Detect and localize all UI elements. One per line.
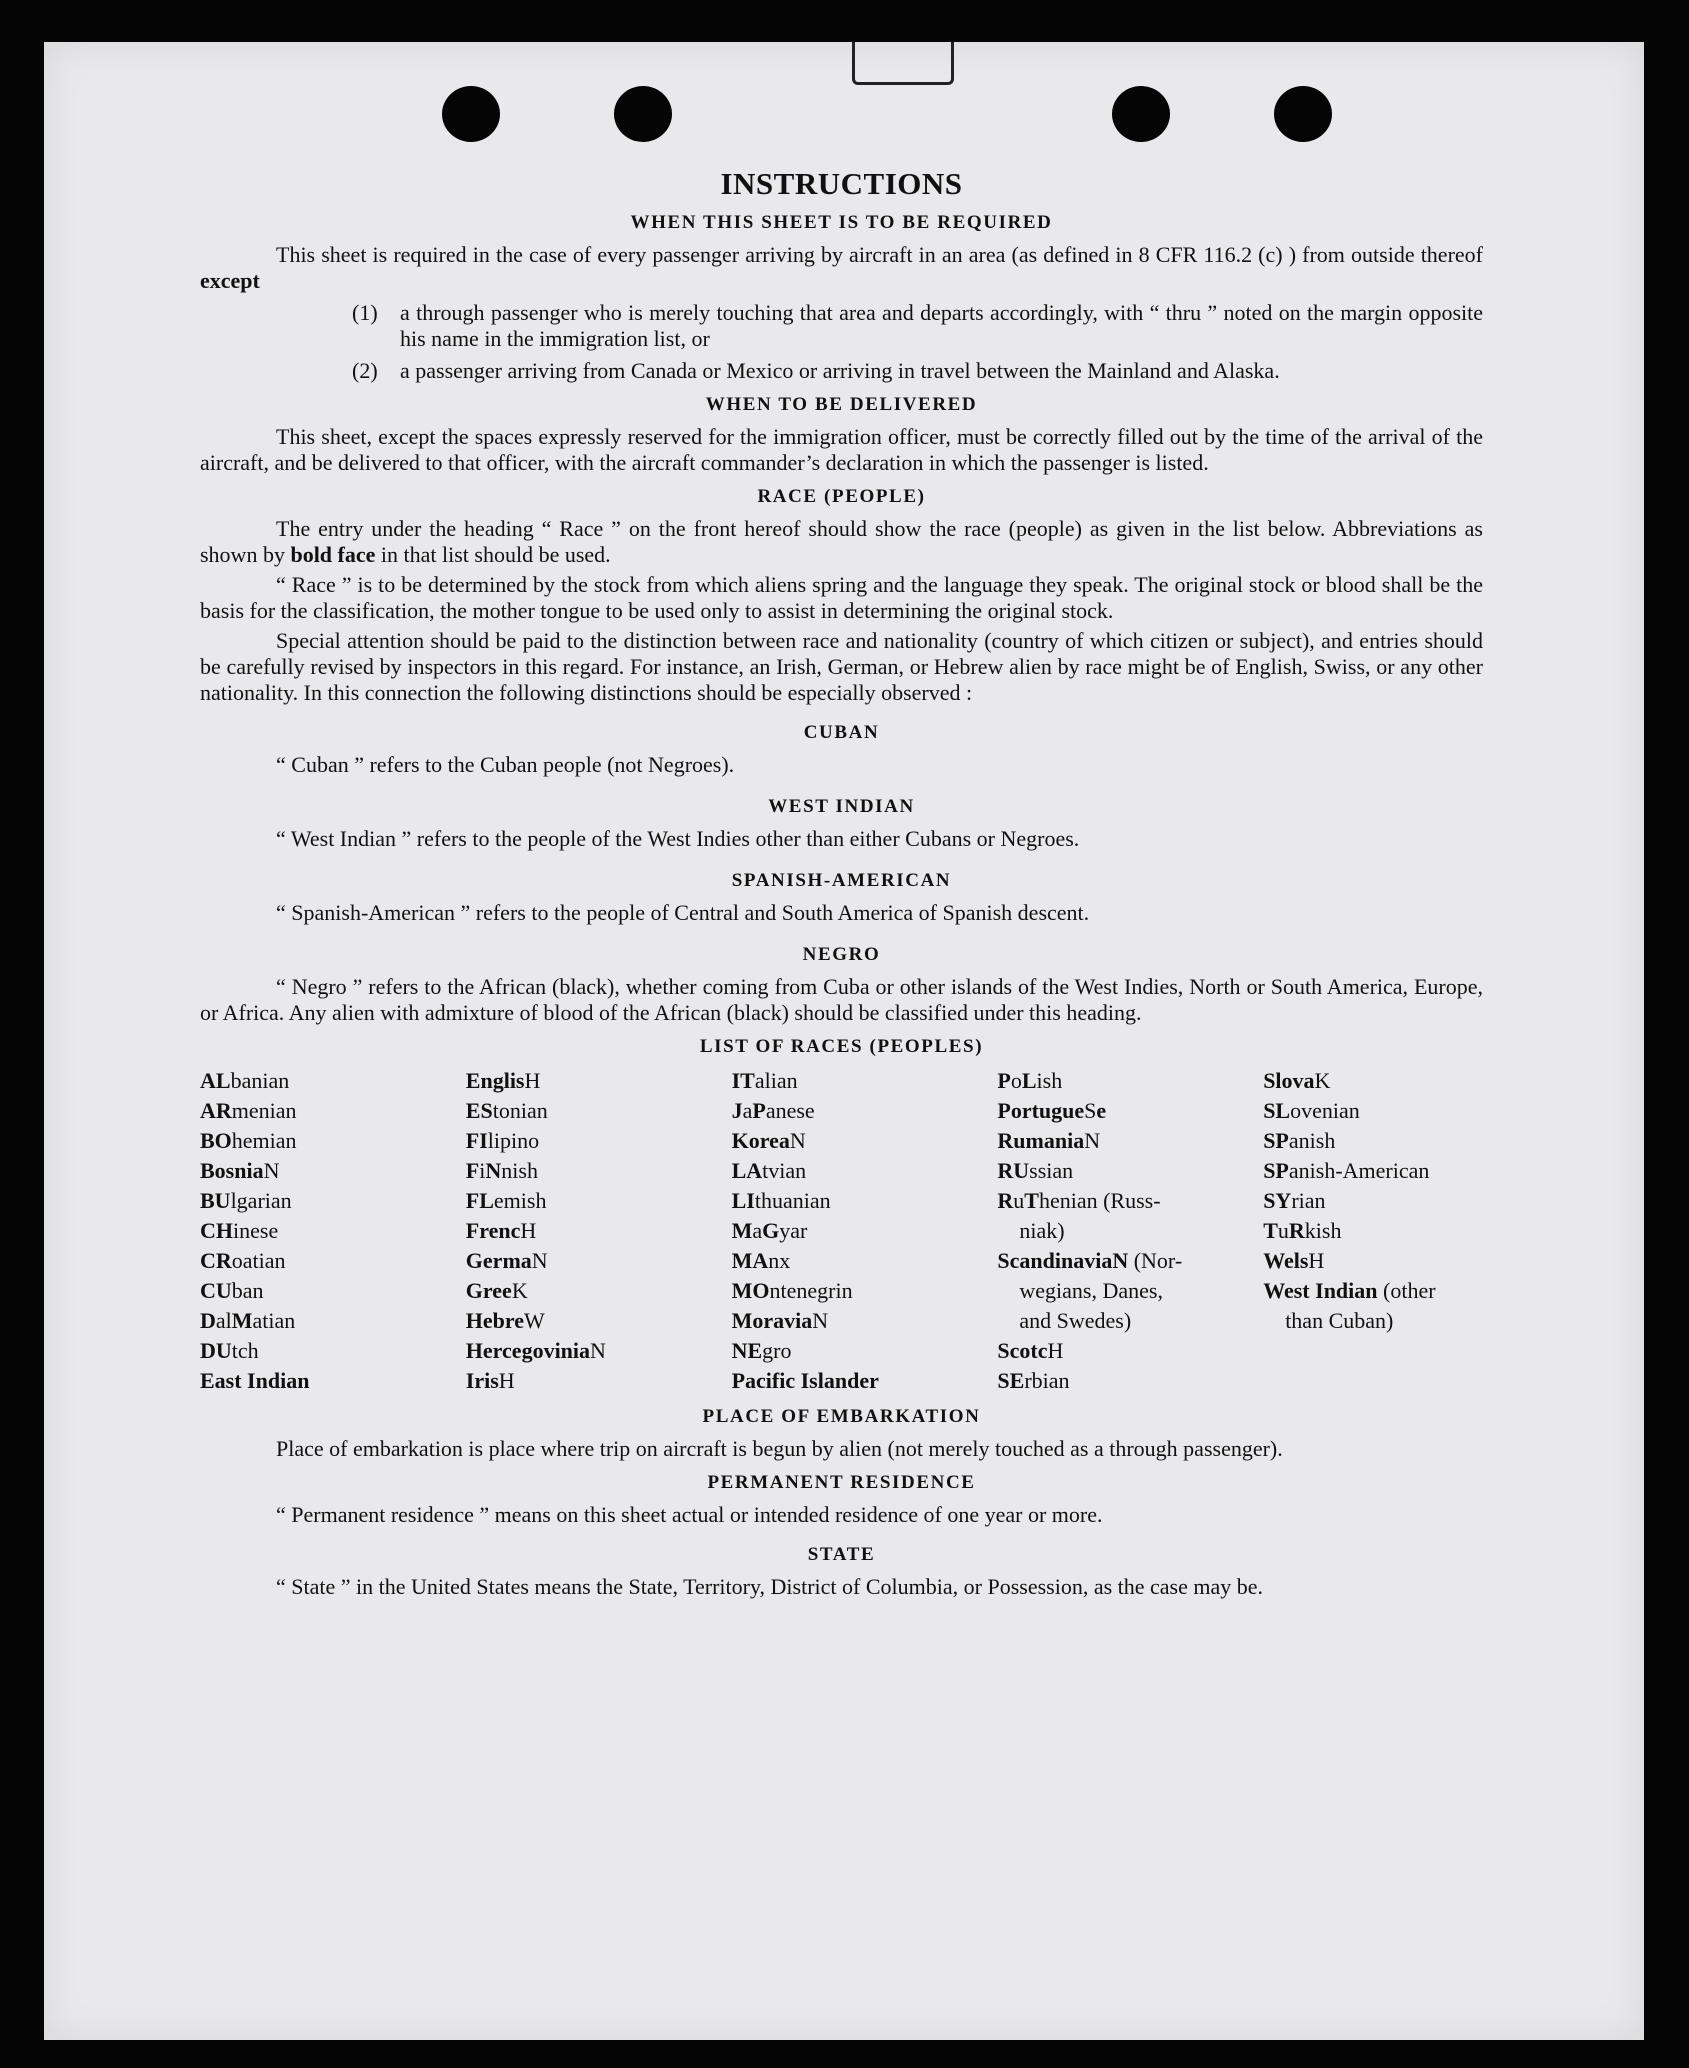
race-abbrev-bold: Germa	[465, 1248, 532, 1273]
race-abbrev-bold: LI	[731, 1188, 755, 1213]
race-abbrev-bold: Hercegovinia	[465, 1338, 591, 1363]
race-abbrev-bold: Wels	[1263, 1248, 1309, 1273]
race-bold-face: bold face	[290, 542, 376, 567]
race-entry	[200, 1366, 466, 1396]
race-name-text: hemian	[231, 1128, 297, 1153]
race-entry	[1263, 1276, 1483, 1306]
race-abbrev-bold: D	[200, 1308, 216, 1333]
race-abbrev-bold: G	[762, 1218, 780, 1243]
race-abbrev-bold: T	[1263, 1218, 1278, 1243]
race-name-text: tch	[231, 1338, 259, 1363]
race-entry	[997, 1336, 1263, 1366]
race-name-text: nx	[768, 1248, 791, 1273]
race-name-text: henian (Russ-	[1038, 1188, 1161, 1213]
race-abbrev-bold: SP	[1263, 1158, 1289, 1183]
negro-text: “ Negro ” refers to the African (black), whether coming from Cuba or other islands of the West Indies, North or South America, Europe, or Africa. Any alien with admixture of blood of the African (black) should be classified under this heading.	[200, 974, 1483, 1025]
race-name-text: o	[1010, 1068, 1022, 1093]
race-abbrev-bold: P	[752, 1098, 766, 1123]
race-entry	[1263, 1306, 1483, 1336]
race-entry	[732, 1246, 998, 1276]
race-name-text: W	[524, 1308, 545, 1333]
race-entry	[732, 1276, 998, 1306]
race-name-text: a	[752, 1218, 763, 1243]
page-title: INSTRUCTIONS	[720, 166, 963, 201]
race-abbrev-bold: CU	[200, 1278, 232, 1303]
race-abbrev-bold: Rumania	[997, 1128, 1085, 1153]
race-entry	[466, 1126, 732, 1156]
race-entry	[466, 1276, 732, 1306]
race-entry	[200, 1216, 466, 1246]
punch-hole	[1112, 86, 1170, 142]
race-name-text: N	[531, 1248, 548, 1273]
race-abbrev-bold: IT	[731, 1068, 755, 1093]
race-abbrev-bold: R	[1288, 1218, 1305, 1243]
race-abbrev-bold: DU	[200, 1338, 232, 1363]
race-name-text: anish-American	[1288, 1158, 1430, 1183]
cuban-text: “ Cuban ” refers to the Cuban people (not Negroes).	[276, 752, 735, 777]
race-name-text: menian	[231, 1098, 297, 1123]
race-entry	[1263, 1156, 1483, 1186]
list-item	[200, 358, 1483, 384]
race-name-text: oatian	[231, 1248, 286, 1273]
race-entry	[997, 1366, 1263, 1396]
race-abbrev-bold: T	[1024, 1188, 1039, 1213]
race-entry	[1263, 1216, 1483, 1246]
race-entry	[466, 1306, 732, 1336]
race-abbrev-bold: N	[485, 1158, 502, 1183]
race-abbrev-bold: BO	[200, 1128, 232, 1153]
race-entry	[466, 1246, 732, 1276]
race-name-text: ntenegrin	[769, 1278, 853, 1303]
race-name-text: tvian	[762, 1158, 807, 1183]
item-number: (1)	[352, 300, 378, 325]
race-entry	[466, 1216, 732, 1246]
item-number: (2)	[352, 358, 378, 383]
race-name-text: rbian	[1024, 1368, 1070, 1393]
race-name-text: wegians, Danes,	[1019, 1278, 1163, 1303]
race-entry	[732, 1156, 998, 1186]
race-name-text: (other	[1383, 1278, 1436, 1303]
race-abbrev-bold: MO	[731, 1278, 770, 1303]
race-paragraph-1	[200, 516, 1483, 568]
race-abbrev-bold: SE	[997, 1368, 1025, 1393]
race-abbrev-bold: P	[997, 1068, 1011, 1093]
heading-spanish-american: SPANISH-AMERICAN	[731, 870, 952, 891]
race-name-text: banian	[230, 1068, 290, 1093]
race-entry	[732, 1306, 998, 1336]
race-entry	[732, 1096, 998, 1126]
race-abbrev-bold: ES	[465, 1098, 493, 1123]
race-abbrev-bold: Bosnia	[200, 1158, 264, 1183]
race-abbrev-bold: MA	[731, 1248, 769, 1273]
race-name-text: thuanian	[754, 1188, 831, 1213]
race-name-text: H	[498, 1368, 515, 1393]
race-name-text: H	[1047, 1338, 1064, 1363]
race-entry: ScandinaviaN (Nor-	[997, 1248, 1183, 1273]
race-entry	[1263, 1186, 1483, 1216]
race-name-text: a	[742, 1098, 753, 1123]
race-abbrev-bold: SY	[1263, 1188, 1292, 1213]
race-abbrev-bold: M	[231, 1308, 253, 1333]
race-entry	[200, 1156, 466, 1186]
race-name-text: anese	[765, 1098, 815, 1123]
race-entry	[200, 1186, 466, 1216]
race-name-text: H	[524, 1068, 541, 1093]
race-name-text: ish	[1036, 1068, 1063, 1093]
race-name-text: niak)	[1019, 1218, 1065, 1243]
embarkation-text: Place of embarkation is place where trip on aircraft is begun by alien (not merely touched as a through passenger).	[276, 1436, 1283, 1461]
race-abbrev-bold: LA	[731, 1158, 763, 1183]
race-entry	[200, 1246, 466, 1276]
race-entry	[997, 1126, 1263, 1156]
race-name-text: and Swedes)	[1019, 1308, 1132, 1333]
race-name-text: yar	[779, 1218, 808, 1243]
race-abbrev-bold: L	[1021, 1068, 1037, 1093]
race-abbrev-bold: Slova	[1263, 1068, 1315, 1093]
race-name-text: K	[511, 1278, 528, 1303]
race-paragraph-2: “ Race ” is to be determined by the stock from which aliens spring and the language they speak. The original stock or blood shall be the basis for the classification, the mother tongue to be used only to assist in determining the original stock.	[200, 572, 1483, 623]
race-entry	[200, 1276, 466, 1306]
race-entry	[200, 1066, 466, 1096]
race-entry	[997, 1306, 1263, 1336]
race-abbrev-bold: BU	[200, 1188, 231, 1213]
race-entry	[997, 1216, 1263, 1246]
binder-tab-mark	[852, 42, 954, 85]
races-column	[466, 1066, 732, 1396]
spanish-american-text: “ Spanish-American ” refers to the people of Central and South America of Spanish descent.	[276, 900, 1090, 925]
race-abbrev-bold: Pacific Islander	[731, 1368, 879, 1393]
race-abbrev-bold: Englis	[465, 1068, 525, 1093]
race-abbrev-bold: Iris	[465, 1368, 499, 1393]
race-name-text: u	[1277, 1218, 1289, 1243]
delivered-text: This sheet, except the spaces expressly reserved for the immigration officer, must be correctly filled out by the time of the arrival of the aircraft, and be delivered to that officer, with the aircraft commander’s declaration in which the passenger is listed.	[200, 424, 1483, 475]
race-abbrev-bold: J	[731, 1098, 743, 1123]
item-text: a passenger arriving from Canada or Mexico or arriving in travel between the Mainland and Alaska.	[400, 358, 1280, 383]
race-p1-text-end: in that list should be used.	[380, 542, 611, 567]
race-name-text: i	[479, 1158, 486, 1183]
race-name-text: u	[1013, 1188, 1025, 1213]
race-name-text: al	[215, 1308, 232, 1333]
race-abbrev-bold: Scotc	[997, 1338, 1048, 1363]
race-name-text: N	[812, 1308, 829, 1333]
race-entry	[466, 1156, 732, 1186]
race-name-text: ssian	[1029, 1158, 1074, 1183]
race-abbrev-bold: Frenc	[465, 1218, 521, 1243]
race-abbrev-bold: Scandinavia	[997, 1248, 1113, 1273]
race-name-text: lgarian	[230, 1188, 292, 1213]
race-abbrev-bold: N	[1112, 1248, 1129, 1273]
race-abbrev-bold: SL	[1263, 1098, 1291, 1123]
race-name-text: tonian	[492, 1098, 548, 1123]
punch-hole	[1274, 86, 1332, 142]
race-name-text: ban	[231, 1278, 264, 1303]
race-name-text: lipino	[487, 1128, 540, 1153]
heading-delivered: WHEN TO BE DELIVERED	[705, 394, 978, 415]
required-intro-text: This sheet is required in the case of every passenger arriving by aircraft in an area (as defined in 8 CFR 116.2 (c) ) from outside thereof	[276, 242, 1483, 267]
race-abbrev-bold: FI	[465, 1128, 488, 1153]
state-text: “ State ” in the United States means the State, Territory, District of Columbia, or Possession, as the case may be.	[276, 1574, 1264, 1599]
race-entry	[997, 1066, 1263, 1096]
race-abbrev-bold: Moravia	[731, 1308, 813, 1333]
race-abbrev-bold: CH	[200, 1218, 233, 1243]
race-name-text: than Cuban)	[1285, 1308, 1394, 1333]
race-name-text: N	[263, 1158, 280, 1183]
race-entry	[997, 1156, 1263, 1186]
race-name-text: N	[789, 1128, 806, 1153]
race-entry	[1263, 1066, 1483, 1096]
race-p1-text: The entry under the heading “ Race ” on the front hereof should show the race (people) as given in the list below. Abbreviations as shown by	[200, 516, 1483, 567]
heading-races-list: LIST OF RACES (PEOPLES)	[699, 1036, 984, 1057]
race-name-text: alian	[754, 1068, 798, 1093]
heading-required: WHEN THIS SHEET IS TO BE REQUIRED	[630, 212, 1053, 233]
punch-hole	[442, 86, 500, 142]
race-abbrev-bold: East Indian	[200, 1368, 310, 1393]
race-abbrev-bold: e	[1096, 1098, 1107, 1123]
races-column	[200, 1066, 466, 1396]
required-except: except	[200, 268, 260, 293]
race-entry	[732, 1216, 998, 1246]
races-column	[1263, 1066, 1483, 1396]
race-entry	[466, 1096, 732, 1126]
list-item	[200, 300, 1483, 352]
race-name-text: H	[1308, 1248, 1325, 1273]
race-entry	[732, 1126, 998, 1156]
race-abbrev-bold: F	[465, 1158, 480, 1183]
required-intro	[200, 242, 1483, 294]
race-abbrev-bold: RU	[997, 1158, 1030, 1183]
punch-hole	[614, 86, 672, 142]
races-list	[200, 1066, 1483, 1396]
race-name-text: gro	[762, 1338, 792, 1363]
race-name-text: K	[1314, 1068, 1331, 1093]
race-name-text: emish	[493, 1188, 547, 1213]
race-entry	[997, 1186, 1263, 1216]
west-indian-text: “ West Indian ” refers to the people of the West Indies other than either Cubans or Negroes.	[276, 826, 1080, 851]
race-abbrev-bold: M	[731, 1218, 753, 1243]
race-name-text: anish	[1288, 1128, 1336, 1153]
race-abbrev-bold: CR	[200, 1248, 232, 1273]
race-abbrev-bold: AR	[200, 1098, 232, 1123]
race-entry	[732, 1336, 998, 1366]
heading-state: STATE	[807, 1544, 876, 1565]
race-name-text: rian	[1291, 1188, 1326, 1213]
item-text: a through passenger who is merely touching that area and departs accordingly, with “ thru ” noted on the margin opposite his name in the immigration list, or	[400, 300, 1483, 351]
race-abbrev-bold: FL	[465, 1188, 494, 1213]
race-entry	[466, 1066, 732, 1096]
heading-negro: NEGRO	[802, 944, 881, 965]
race-entry	[732, 1186, 998, 1216]
race-name-text: S	[1084, 1098, 1097, 1123]
race-abbrev-bold: Gree	[465, 1278, 512, 1303]
race-name-text: atian	[252, 1308, 296, 1333]
heading-cuban: CUBAN	[803, 722, 880, 743]
race-abbrev-bold: R	[997, 1188, 1014, 1213]
race-abbrev-bold: SP	[1263, 1128, 1289, 1153]
race-entry	[200, 1126, 466, 1156]
heading-residence: PERMANENT RESIDENCE	[707, 1472, 976, 1493]
race-name-text: kish	[1304, 1218, 1342, 1243]
heading-west-indian: WEST INDIAN	[768, 796, 915, 817]
race-name-text: N	[590, 1338, 606, 1363]
race-entry	[997, 1096, 1263, 1126]
race-name-text: H	[520, 1218, 537, 1243]
race-abbrev-bold: Hebre	[465, 1308, 525, 1333]
race-entry	[1263, 1246, 1483, 1276]
race-entry	[1263, 1126, 1483, 1156]
race-entry	[466, 1186, 732, 1216]
race-entry	[200, 1306, 466, 1336]
races-column	[732, 1066, 998, 1396]
race-paragraph-3: Special attention should be paid to the distinction between race and nationality (country of which citizen or subject), and entries should be carefully revised by inspectors in this regard. For instance, an Irish, German, or Hebrew alien by race might be of English, Swiss, or any other nationality. In this connection the following distinctions should be especially observed :	[200, 628, 1483, 705]
heading-embarkation: PLACE OF EMBARKATION	[702, 1406, 981, 1427]
race-entry	[466, 1366, 732, 1396]
race-entry	[1263, 1096, 1483, 1126]
race-name-text: inese	[233, 1218, 279, 1243]
race-abbrev-bold: Portugue	[997, 1098, 1085, 1123]
race-abbrev-bold: Korea	[731, 1128, 790, 1153]
race-entry	[466, 1336, 732, 1366]
race-entry	[732, 1366, 998, 1396]
race-entry	[200, 1336, 466, 1366]
races-column	[997, 1066, 1263, 1396]
heading-race: RACE (PEOPLE)	[757, 486, 926, 507]
race-abbrev-bold: AL	[200, 1068, 231, 1093]
race-name-text: ovenian	[1290, 1098, 1360, 1123]
race-name-text: N	[1084, 1128, 1101, 1153]
race-entry	[997, 1276, 1263, 1306]
race-abbrev-bold: NE	[731, 1338, 763, 1363]
race-name-text: nish	[501, 1158, 538, 1183]
residence-text: “ Permanent residence ” means on this sheet actual or intended residence of one year or more.	[276, 1502, 1103, 1527]
instructions-body	[200, 166, 1483, 1600]
race-abbrev-bold: West Indian	[1263, 1278, 1378, 1303]
race-entry	[200, 1096, 466, 1126]
race-entry	[732, 1066, 998, 1096]
